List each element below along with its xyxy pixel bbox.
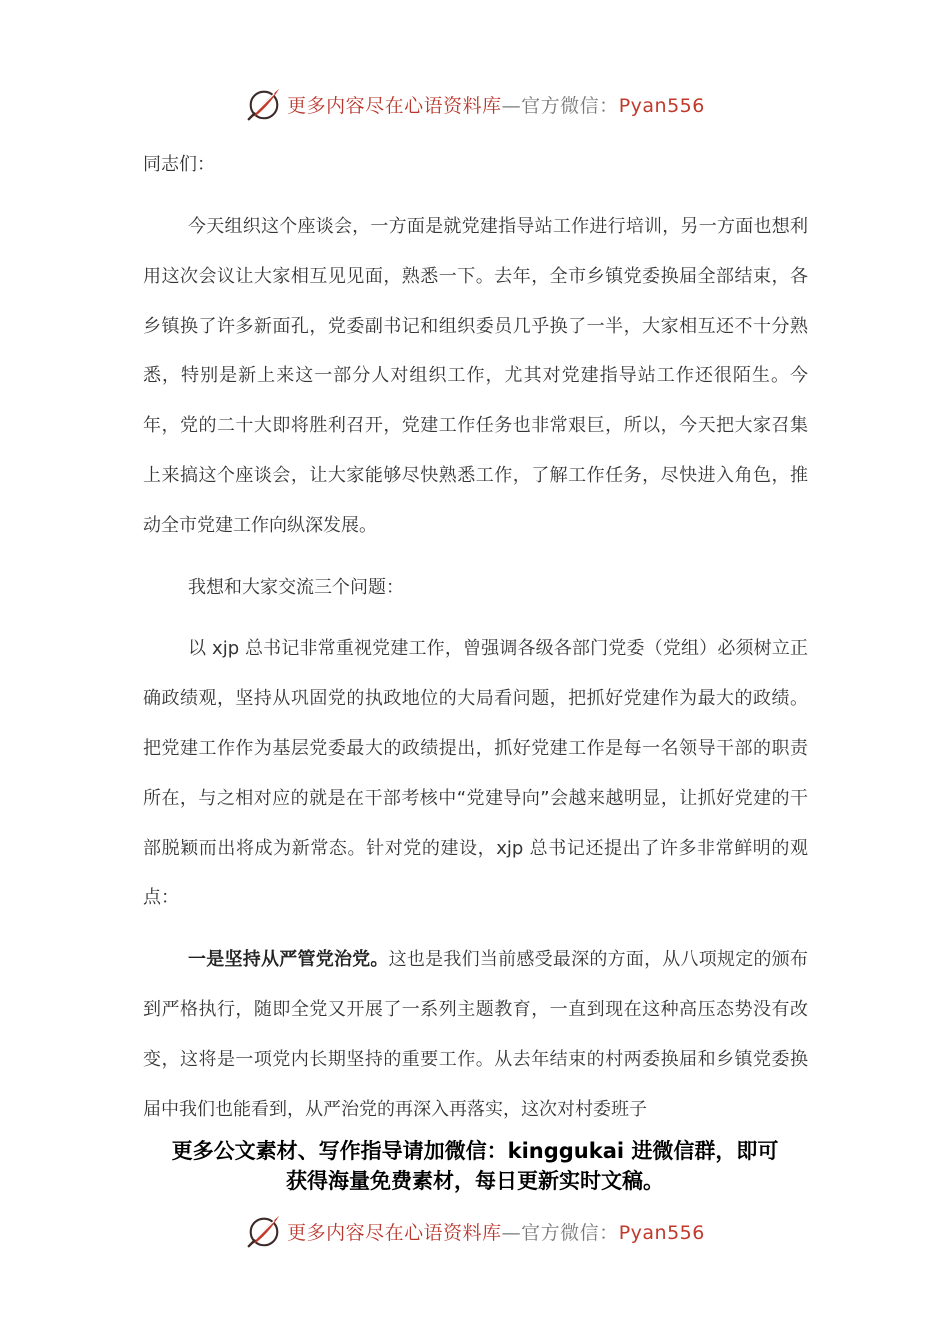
paragraph-text: 我想和大家交流三个问题： — [188, 576, 404, 598]
quill-logo-icon — [245, 1212, 283, 1250]
watermark-dash: — — [501, 94, 522, 117]
watermark-main: 更多内容尽在心语资料库 — [287, 1221, 502, 1244]
quill-logo-icon — [245, 85, 283, 123]
watermark-wechat-label: 官方微信： — [521, 1221, 619, 1244]
paragraph-lead: 一是坚持从严管党治党。 — [188, 949, 389, 971]
paragraph-text: 这也是我们当前感受最深的方面，从八项规定的颁布到严格执行，随即全党又开展了一系列主题教育，一直到现在这种高压态势没有改变，这将是一项党内长期坚持的重要工作。从去年结束的村两委换届和乡镇党委换届中我们也能看到，从严治党的再深入再落实，这次对村委班子 — [143, 949, 809, 1120]
paragraph-text: 以 xjp 总书记非常重视党建工作，曾强调各级各部门党委（党组）必须树立正确政绩观，坚持从巩固党的执政地位的大局看问题，把抓好党建作为最大的政绩。把党建工作作为基层党委最大的政绩提出，抓好党建工作是每一名领导干部的职责所在，与之相对应的就是在干部考核中“党建导向”会越来越明显，让抓好党建的干部脱颖而出将成为新常态。针对党的建设，xjp 总书记还提出了许多非常鲜明的观点： — [143, 638, 808, 909]
document-body — [143, 140, 808, 1146]
promo-line-1: 更多公文素材、写作指导请加微信：kinggukai 进微信群，即可 — [171, 1139, 779, 1163]
watermark-text — [287, 91, 705, 118]
watermark-text — [287, 1218, 705, 1245]
header-watermark — [0, 82, 950, 126]
footer-watermark — [0, 1209, 950, 1253]
paragraph-topics — [143, 563, 808, 613]
paragraph-importance — [143, 624, 808, 923]
watermark-wechat-label: 官方微信： — [521, 94, 619, 117]
paragraph-intro — [143, 202, 808, 551]
watermark-wechat-id: Pyan556 — [618, 94, 705, 117]
paragraph-point-one — [143, 935, 808, 1134]
promo-line-2: 获得海量免费素材，每日更新实时文稿。 — [286, 1169, 664, 1193]
watermark-main: 更多内容尽在心语资料库 — [287, 94, 502, 117]
watermark-dash: — — [501, 1221, 522, 1244]
salutation: 同志们： — [143, 154, 215, 175]
promo-banner — [0, 1136, 950, 1196]
paragraph-text: 今天组织这个座谈会，一方面是就党建指导站工作进行培训，另一方面也想利用这次会议让大家相互见见面，熟悉一下。去年，全市乡镇党委换届全部结束，各乡镇换了许多新面孔，党委副书记和组织委员几乎换了一半，大家相互还不十分熟悉，特别是新上来这一部分人对组织工作，尤其对党建指导站工作还很陌生。今年，党的二十大即将胜利召开，党建工作任务也非常艰巨，所以，今天把大家召集上来搞这个座谈会，让大家能够尽快熟悉工作，了解工作任务，尽快进入角色，推动全市党建工作向纵深发展。 — [143, 216, 808, 536]
watermark-wechat-id: Pyan556 — [618, 1221, 705, 1244]
